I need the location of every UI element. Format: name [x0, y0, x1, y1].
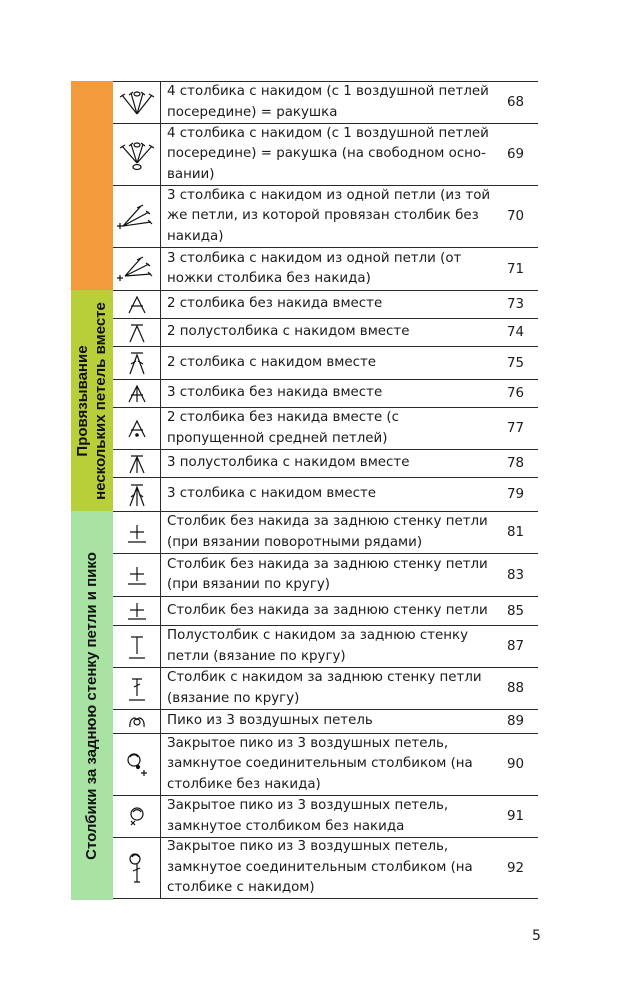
- table-row: [113, 596, 538, 625]
- table-row: [113, 511, 538, 553]
- row-page: 78: [506, 456, 524, 471]
- row-page: 92: [506, 860, 524, 876]
- table-row: [113, 407, 538, 449]
- table-row: [113, 553, 538, 596]
- row-text: Пико из 3 воздушных петель: [167, 713, 373, 729]
- row-text: Столбик без накида за заднюю стенку петли (при вязании по кругу): [167, 556, 488, 592]
- table-row: [113, 625, 538, 667]
- sc2tog-skip-icon: [113, 408, 160, 449]
- row-text: Полустолбик с накидом за заднюю стенку петли (вязание по кругу): [167, 628, 469, 664]
- closed-picot-sc-icon: [113, 796, 160, 837]
- row-page: 85: [506, 603, 524, 619]
- table-row: [113, 290, 538, 318]
- row-text: 2 столбика без накида вместе (с пропущенной средней петлей): [167, 410, 400, 446]
- section-band-decreases: [71, 290, 113, 511]
- dc3tog-icon: [113, 478, 160, 511]
- table-row: [113, 667, 538, 709]
- shell-icon: [113, 82, 160, 123]
- table-row: [113, 379, 538, 407]
- section-label-line-1: Провязывание: [74, 344, 91, 457]
- row-text: 2 столбика с накидом вместе: [167, 354, 377, 370]
- row-page: 83: [506, 567, 524, 583]
- table-row: [113, 81, 538, 123]
- table-row: [113, 123, 538, 185]
- hdc2tog-icon: [113, 319, 160, 346]
- row-page: 90: [506, 757, 524, 772]
- row-text: 3 столбика с накидом вместе: [167, 486, 377, 502]
- row-page: 77: [506, 421, 524, 436]
- section-label-decreases: [74, 302, 110, 500]
- shell-foundation-icon: [113, 124, 160, 185]
- table-row: [113, 477, 538, 511]
- row-page: 75: [506, 355, 524, 371]
- row-text: Закрытое пико из 3 воздушных петель, замкнутое столбиком без накида: [167, 798, 449, 834]
- row-text: 3 столбика без накида вместе: [167, 385, 383, 401]
- row-text: Столбик без накида за заднюю стенку петли (при вязании поворотными рядами): [167, 514, 488, 550]
- table-row: [113, 185, 538, 247]
- table-row: [113, 709, 538, 733]
- table-row: [113, 247, 538, 290]
- row-page: 87: [506, 639, 524, 654]
- page-number: 5: [532, 928, 541, 944]
- row-text: 2 полустолбика с накидом вместе: [167, 324, 410, 340]
- row-page: 81: [506, 525, 524, 540]
- section-label-back-loop: Столбики за заднюю стенку петли и пико: [83, 551, 100, 860]
- closed-picot-sl-icon: [113, 734, 160, 795]
- sc2tog-icon: [113, 291, 160, 318]
- row-text: Закрытое пико из 3 воздушных петель, замкнутое соединительным столбиком (на столбике без накида): [167, 735, 473, 792]
- row-text: 3 столбика с накидом из одной петли (от ножки столбика без накида): [167, 250, 462, 286]
- picot-icon: [113, 710, 160, 733]
- row-text: 3 полустолбика с накидом вместе: [167, 455, 410, 471]
- section-label-line-2: нескольких петель вместе: [92, 301, 109, 500]
- row-page: 68: [506, 95, 524, 110]
- row-page: 91: [506, 809, 524, 824]
- fan-stem-icon: [113, 248, 160, 290]
- row-page: 88: [506, 681, 524, 696]
- hdc3tog-icon: [113, 450, 160, 477]
- row-text: Закрытое пико из 3 воздушных петель, замкнутое соединительным столбиком (на столбике с накидом): [167, 839, 473, 896]
- fan-icon: [113, 186, 160, 247]
- row-text: 2 столбика без накида вместе: [167, 296, 383, 312]
- row-text: 4 столбика с накидом (с 1 воздушной петлей посередине) = ракушка (на свободном осно-вании): [167, 125, 489, 182]
- row-text: 3 столбика с накидом из одной петли (из той же петли, из которой провязан столбик без накида): [167, 187, 491, 244]
- closed-picot-dc-icon: [113, 838, 160, 898]
- table-row: [113, 733, 538, 795]
- row-page: 79: [506, 487, 524, 502]
- row-page: 76: [506, 386, 524, 401]
- table-row: [113, 795, 538, 837]
- row-page: 73: [506, 297, 524, 312]
- sc-blo-icon: [113, 512, 160, 553]
- row-text: 4 столбика с накидом (с 1 воздушной петлей посередине) = ракушка: [167, 84, 489, 120]
- table-row: [113, 449, 538, 477]
- table-row: [113, 837, 538, 899]
- row-page: 71: [506, 261, 524, 277]
- hdc-blo-icon: [113, 626, 160, 667]
- dc2tog-icon: [113, 347, 160, 379]
- dc-blo-icon: [113, 668, 160, 709]
- table-row: [113, 346, 538, 379]
- sc3tog-icon: [113, 380, 160, 407]
- table-row: [113, 318, 538, 346]
- row-text: Столбик с накидом за заднюю стенку петли (вязание по кругу): [167, 670, 482, 706]
- row-page: 70: [506, 209, 524, 224]
- row-text: Столбик без накида за заднюю стенку петли: [167, 602, 488, 618]
- sc-blo-plain-icon: [113, 597, 160, 625]
- section-band-orange: [71, 81, 113, 290]
- sc-blo-round-icon: [113, 554, 160, 596]
- row-page: 89: [506, 714, 524, 729]
- row-page: 69: [506, 147, 524, 162]
- section-band-back-loop: [71, 511, 113, 900]
- row-page: 74: [506, 325, 524, 340]
